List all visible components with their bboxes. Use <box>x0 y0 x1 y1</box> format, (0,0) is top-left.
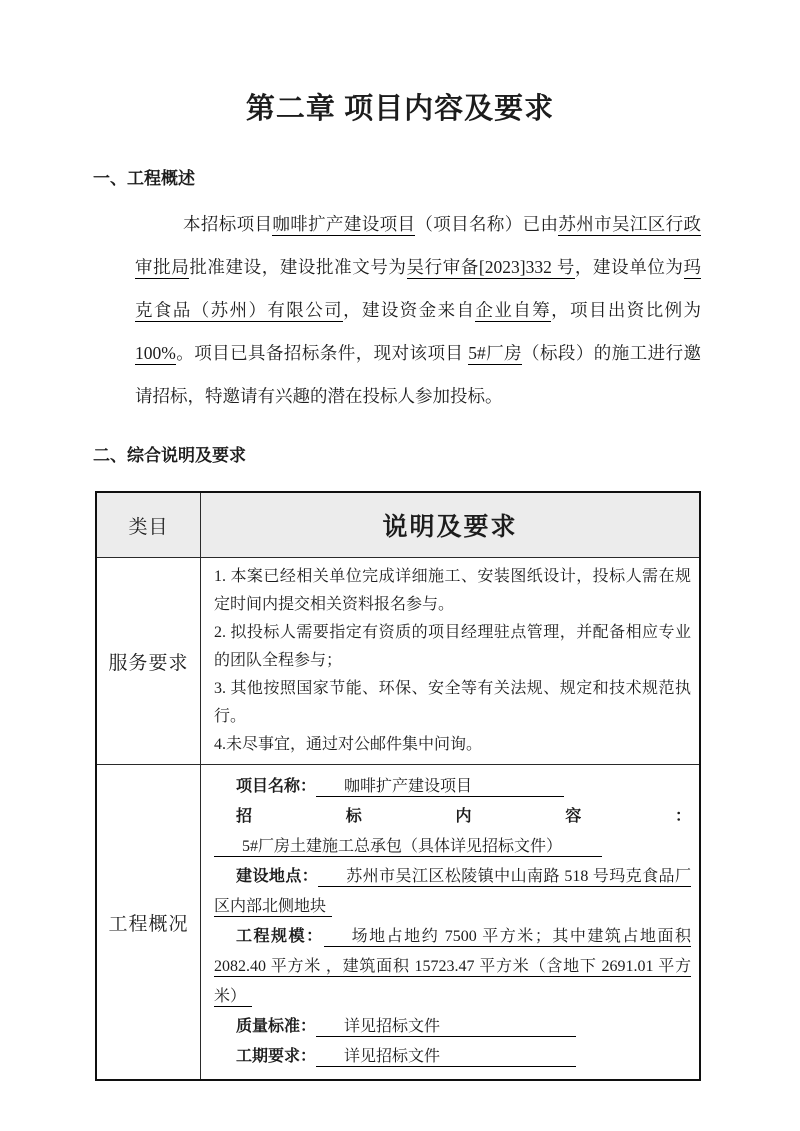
underlined-fill-in-text: 咖啡扩产建设项目 <box>272 214 416 234</box>
service-requirement-item: 3. 其他按照国家节能、环保、安全等有关法规、规定和技术规范执行。 <box>214 680 691 725</box>
profile-field-value: 5#厂房土建施工总承包（具体详见招标文件） <box>214 838 602 857</box>
profile-field-value: 详见招标文件 <box>316 1048 576 1067</box>
service-category-cell: 服务要求 <box>96 558 201 765</box>
profile-field-label: 工期要求： <box>236 1048 317 1065</box>
paragraph-text-run: 本招标项目 <box>183 214 273 234</box>
profile-field <box>214 1012 691 1042</box>
service-requirement-item: 4.未尽事宜，通过对公邮件集中问询。 <box>214 736 483 753</box>
profile-field <box>214 802 691 862</box>
paragraph-text-run: ，建设单位为 <box>574 257 684 277</box>
profile-field <box>214 1042 691 1072</box>
paragraph-text-run: （项目名称）已由 <box>415 214 559 234</box>
profile-category-cell: 工程概况 <box>96 765 201 1081</box>
project-profile-row <box>96 765 700 1081</box>
paragraph-text-run: （标段）的施工进行邀请招标，特邀请有兴趣的潜在投标人参加投标。 <box>135 343 702 406</box>
page-title: 第二章 项目内容及要求 <box>245 93 555 125</box>
service-requirements-row <box>96 558 700 765</box>
section-requirements-heading: 二、综合说明及要求 <box>93 446 246 465</box>
profile-field-label: 工程规模： <box>236 928 324 945</box>
profile-field <box>214 862 691 922</box>
overview-paragraph <box>135 203 701 418</box>
paragraph-text-run: ，项目出资比例为 <box>551 300 702 320</box>
service-content-cell <box>201 558 701 765</box>
service-requirement-item: 2. 拟投标人需要指定有资质的项目经理驻点管理，并配备相应专业的团队全程参与； <box>214 624 691 669</box>
underlined-fill-in-text: 苏州市吴江区行政审批局 <box>135 214 701 277</box>
profile-field-value: 苏州市吴江区松陵镇中山南路 518 号玛克食品厂区内部北侧地块 <box>214 868 691 915</box>
paragraph-text-run: ，建设资金来自 <box>343 300 476 320</box>
profile-field-value: 详见招标文件 <box>316 1018 576 1037</box>
profile-field-value: 场地占地约 7500 平方米；其中建筑占地面积 2082.40 平方米 ，建筑面积 15723.47 平方米（含地下 2691.01 平方米） <box>214 928 691 1005</box>
profile-field <box>214 922 691 1012</box>
profile-content-cell <box>201 765 701 1081</box>
service-requirement-item: 1. 本案已经相关单位完成详细施工、安装图纸设计，投标人需在规定时间内提交相关资料报名参与。 <box>214 568 691 613</box>
profile-field-label: 招标内容： <box>236 808 691 825</box>
profile-field-label: 项目名称： <box>236 778 317 795</box>
underlined-fill-in-text: 企业自筹 <box>475 300 552 320</box>
paragraph-text-run: 。项目已具备招标条件，现对该项目 <box>175 343 469 363</box>
table-header-row <box>96 492 700 558</box>
profile-field <box>214 772 691 802</box>
profile-field-value: 咖啡扩产建设项目 <box>316 778 564 797</box>
underlined-fill-in-text: 玛克食品（苏州）有限公司 <box>135 257 702 320</box>
profile-field-label: 质量标准： <box>236 1018 317 1035</box>
profile-field-label: 建设地点： <box>236 868 319 885</box>
section-overview-heading: 一、工程概述 <box>93 169 195 188</box>
underlined-fill-in-text: 5#厂房 <box>468 343 523 363</box>
paragraph-text-run: 批准建设，建设批准文号为 <box>189 257 407 277</box>
underlined-fill-in-text: 100% <box>135 343 176 363</box>
header-description-cell: 说明及要求 <box>201 492 701 558</box>
underlined-fill-in-text: 吴行审备[2023]332 号 <box>406 257 575 277</box>
header-category-cell: 类目 <box>96 492 201 558</box>
requirements-table <box>95 491 701 1081</box>
